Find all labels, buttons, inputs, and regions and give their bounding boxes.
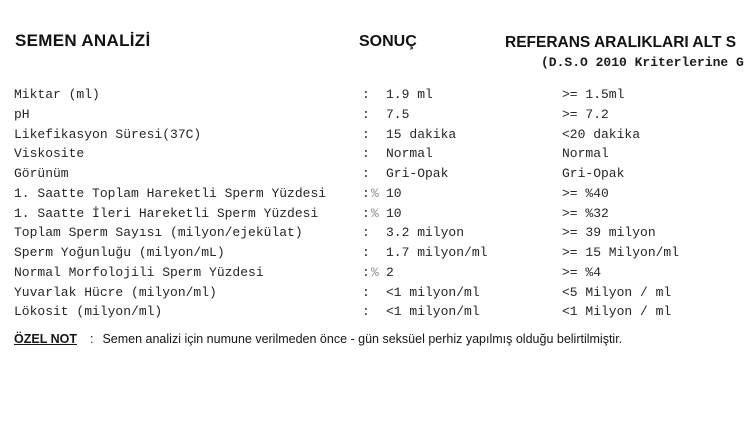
percent-sign: % [371,264,379,280]
reference-range: >= 7.2 [562,106,609,122]
separator-colon: : [362,146,370,162]
reference-range: >= %32 [562,205,609,221]
table-row [14,164,750,184]
parameter-name: Sperm Yoğunluğu (milyon/mL) [14,245,225,260]
result-value: 1.9 ml [386,87,433,102]
separator-colon: : [362,166,370,181]
result-value: 15 dakika [386,126,457,142]
table-row [14,263,750,283]
parameter-name: Görünüm [14,166,69,181]
parameter-name: Toplam Sperm Sayısı (milyon/ejekülat) [14,225,303,241]
result-value: <1 milyon/ml [386,284,480,300]
parameter-name: Yuvarlak Hücre (milyon/ml) [14,284,217,300]
parameter-name: Normal Morfolojili Sperm Yüzdesi [14,264,264,280]
percent-sign [371,283,386,303]
table-row [14,243,750,263]
reference-range: >= %4 [562,264,602,280]
separator-colon: : [362,284,370,300]
results-table [14,85,750,322]
table-row [14,85,750,105]
table-row [14,302,750,322]
parameter-name: Miktar (ml) [14,87,100,102]
percent-sign [371,125,386,145]
percent-sign: % [371,185,379,201]
separator-colon: : [362,304,370,320]
table-row [14,283,750,303]
reference-column-header: REFERANS ARALIKLARI ALT S [505,34,737,51]
note-separator: : [89,332,94,346]
reference-range: <5 Milyon / ml [562,284,672,300]
page-title: SEMEN ANALİZİ [15,31,151,50]
table-row [14,204,750,224]
reference-range: >= %40 [562,185,609,201]
separator-colon: : [362,205,370,221]
result-value: Gri-Opak [386,166,449,181]
table-row [14,144,750,164]
separator-colon: : [362,185,370,201]
separator-colon: : [362,126,370,142]
parameter-name: 1. Saatte İleri Hareketli Sperm Yüzdesi [14,205,319,221]
reference-range: Gri-Opak [562,166,625,181]
result-value: Normal [386,146,433,162]
result-value: 1.7 milyon/ml [386,245,488,260]
percent-sign [371,243,386,263]
table-row [14,125,750,145]
parameter-name: Viskosite [14,146,85,162]
percent-sign [371,85,386,105]
note-text: Semen analizi için numune verilmeden önce - gün seksüel perhiz yapılmış olduğu belirtilmiştir. [102,332,623,346]
reference-subheader: (D.S.O 2010 Kriterlerine G [541,55,744,70]
result-value: 2 [386,264,394,280]
result-value: 3.2 milyon [386,225,465,241]
percent-sign [371,223,386,243]
result-column-header: SONUÇ [359,33,417,50]
parameter-name: Likefikasyon Süresi(37C) [14,126,202,142]
percent-sign [371,144,386,164]
percent-sign [371,164,386,184]
percent-sign: % [371,205,379,221]
table-row [14,184,750,204]
table-row [14,223,750,243]
result-value: 10 [386,205,402,221]
parameter-name: pH [14,106,30,122]
separator-colon: : [362,87,370,102]
percent-sign [371,105,386,125]
separator-colon: : [362,106,370,122]
reference-range: >= 15 Milyon/ml [562,245,680,260]
separator-colon: : [362,225,370,241]
reference-range: <20 dakika [562,126,641,142]
separator-colon: : [362,245,370,260]
result-value: 7.5 [386,106,410,122]
result-value: <1 milyon/ml [386,304,480,320]
result-value: 10 [386,185,402,201]
percent-sign [371,302,386,322]
reference-range: >= 1.5ml [562,87,625,102]
reference-range: <1 Milyon / ml [562,304,672,320]
reference-range: Normal [562,146,609,162]
note-label: ÖZEL NOT [14,332,77,346]
special-note [14,332,622,346]
parameter-name: 1. Saatte Toplam Hareketli Sperm Yüzdesi [14,185,327,201]
separator-colon: : [362,264,370,280]
parameter-name: Lökosit (milyon/ml) [14,304,163,320]
table-row [14,105,750,125]
reference-range: >= 39 milyon [562,225,656,241]
